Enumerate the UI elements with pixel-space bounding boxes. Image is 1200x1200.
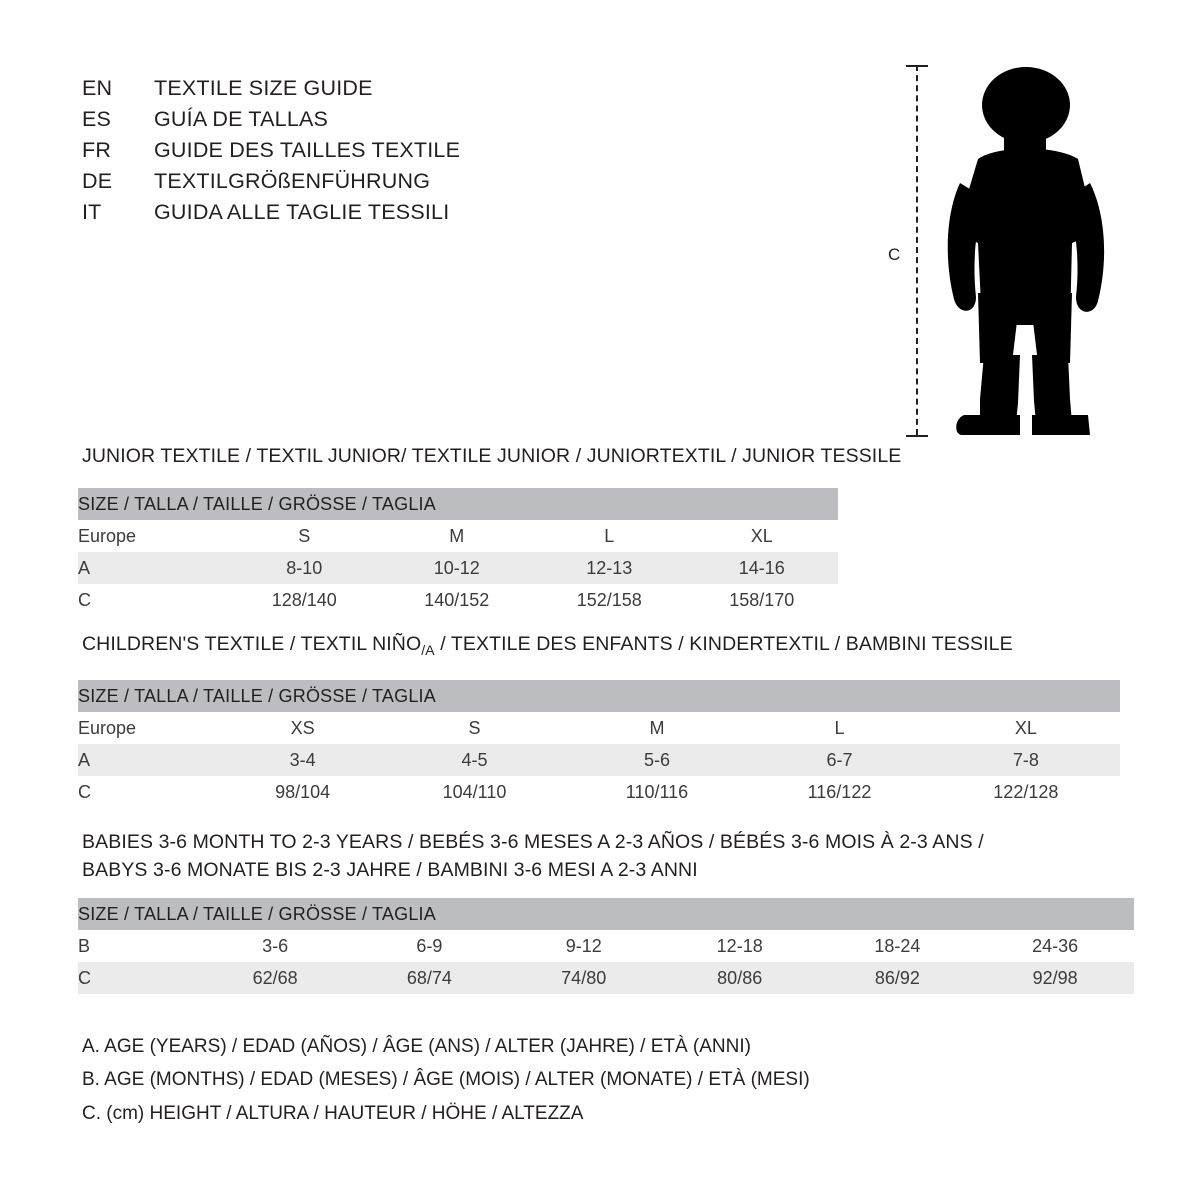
cell-value: 116/122 [747, 776, 931, 808]
footnotes-block [82, 1030, 810, 1130]
table-row [78, 520, 838, 552]
cell-value: 8-10 [228, 552, 381, 584]
cell-value: 140/152 [381, 584, 534, 616]
cell-value: XL [686, 520, 839, 552]
cell-value: 128/140 [228, 584, 381, 616]
language-row [82, 107, 782, 138]
cell-value: 12-18 [661, 930, 819, 962]
cell-value: 92/98 [976, 962, 1134, 994]
language-code: FR [82, 138, 112, 162]
table-row [78, 962, 1134, 994]
cell-value: 152/158 [533, 584, 686, 616]
footnote-a: A. AGE (YEARS) / EDAD (AÑOS) / ÂGE (ANS) / ALTER (JAHRE) / ETÀ (ANNI) [82, 1036, 751, 1057]
cell-value: 14-16 [686, 552, 839, 584]
cell-value: 158/170 [686, 584, 839, 616]
cell-value: 24-36 [976, 930, 1134, 962]
cell-value: 6-7 [747, 744, 931, 776]
height-dashed-line [916, 65, 918, 435]
cell-value: 9-12 [507, 930, 661, 962]
language-title: GUIDA ALLE TAGLIE TESSILI [154, 200, 450, 224]
language-code: IT [82, 200, 102, 224]
cell-value: 74/80 [507, 962, 661, 994]
cell-value: 4-5 [382, 744, 566, 776]
table-header-label: SIZE / TALLA / TAILLE / GRÖSSE / TAGLIA [78, 488, 838, 520]
language-code: ES [82, 107, 112, 131]
cell-value: 62/68 [198, 962, 352, 994]
cell-value: L [747, 712, 931, 744]
cell-value: S [228, 520, 381, 552]
language-row [82, 169, 782, 200]
cell-value: XS [223, 712, 382, 744]
section-title-children [82, 633, 1013, 658]
language-row [82, 138, 782, 169]
cell-value: 3-6 [198, 930, 352, 962]
cell-value: 110/116 [567, 776, 748, 808]
table-header-row [78, 488, 838, 520]
language-code: DE [82, 169, 113, 193]
cell-value: M [381, 520, 534, 552]
language-title-block [82, 76, 782, 231]
cell-value: 68/74 [352, 962, 506, 994]
row-label: C [78, 962, 198, 994]
cell-value: 122/128 [932, 776, 1120, 808]
footnote-b: B. AGE (MONTHS) / EDAD (MESES) / ÂGE (MOIS) / ALTER (MONATE) / ETÀ (MESI) [82, 1069, 810, 1091]
cell-value: 10-12 [381, 552, 534, 584]
language-row [82, 200, 782, 231]
child-silhouette-icon [920, 63, 1120, 443]
section-title-babies-line2: BABYS 3-6 MONATE BIS 2-3 JAHRE / BAMBINI 3-6 MESI A 2-3 ANNI [82, 859, 698, 882]
measure-label-c: C [888, 245, 901, 264]
cell-value: 18-24 [819, 930, 977, 962]
row-label: Europe [78, 712, 223, 744]
row-label: B [78, 930, 198, 962]
table-row [78, 712, 1120, 744]
junior-size-table [78, 488, 838, 616]
table-row [78, 930, 1134, 962]
row-label: Europe [78, 520, 228, 552]
cell-value: 104/110 [382, 776, 566, 808]
cell-value: 6-9 [352, 930, 506, 962]
language-title: TEXTILE SIZE GUIDE [154, 76, 373, 100]
cell-value: 5-6 [567, 744, 748, 776]
table-row [78, 584, 838, 616]
language-title: GUÍA DE TALLAS [154, 107, 329, 131]
children-size-table [78, 680, 1120, 808]
section-title-children-sub: /A [421, 641, 435, 658]
section-title-junior: JUNIOR TEXTILE / TEXTIL JUNIOR/ TEXTILE JUNIOR / JUNIORTEXTIL / JUNIOR TESSILE [82, 445, 902, 467]
cell-value: L [533, 520, 686, 552]
measurement-figure [880, 55, 1130, 455]
cell-value: XL [932, 712, 1120, 744]
row-label: A [78, 552, 228, 584]
language-row [82, 76, 782, 107]
table-header-row [78, 898, 1134, 930]
language-title: TEXTILGRÖßENFÜHRUNG [154, 169, 431, 193]
table-header-label: SIZE / TALLA / TAILLE / GRÖSSE / TAGLIA [78, 680, 1120, 712]
cell-value: M [567, 712, 748, 744]
cell-value: 7-8 [932, 744, 1120, 776]
table-row [78, 776, 1120, 808]
cell-value: 98/104 [223, 776, 382, 808]
babies-size-table [78, 898, 1134, 994]
table-header-row [78, 680, 1120, 712]
cell-value: 86/92 [819, 962, 977, 994]
table-row [78, 552, 838, 584]
row-label: A [78, 744, 223, 776]
cell-value: S [382, 712, 566, 744]
section-title-children-post: / TEXTILE DES ENFANTS / KINDERTEXTIL / BAMBINI TESSILE [434, 633, 1013, 655]
cell-value: 3-4 [223, 744, 382, 776]
section-title-children-pre: CHILDREN'S TEXTILE / TEXTIL NIÑO [82, 633, 422, 655]
table-header-label: SIZE / TALLA / TAILLE / GRÖSSE / TAGLIA [78, 898, 1134, 930]
cell-value: 12-13 [533, 552, 686, 584]
row-label: C [78, 776, 223, 808]
table-row [78, 744, 1120, 776]
footnote-c: C. (cm) HEIGHT / ALTURA / HAUTEUR / HÖHE / ALTEZZA [82, 1102, 584, 1124]
language-title: GUIDE DES TAILLES TEXTILE [154, 138, 461, 162]
section-title-babies [82, 828, 1082, 885]
section-title-babies-line1: BABIES 3-6 MONTH TO 2-3 YEARS / BEBÉS 3-6 MESES A 2-3 AÑOS / BÉBÉS 3-6 MOIS À 2-3 ANS / [82, 831, 984, 853]
row-label: C [78, 584, 228, 616]
cell-value: 80/86 [661, 962, 819, 994]
language-code: EN [82, 76, 113, 100]
